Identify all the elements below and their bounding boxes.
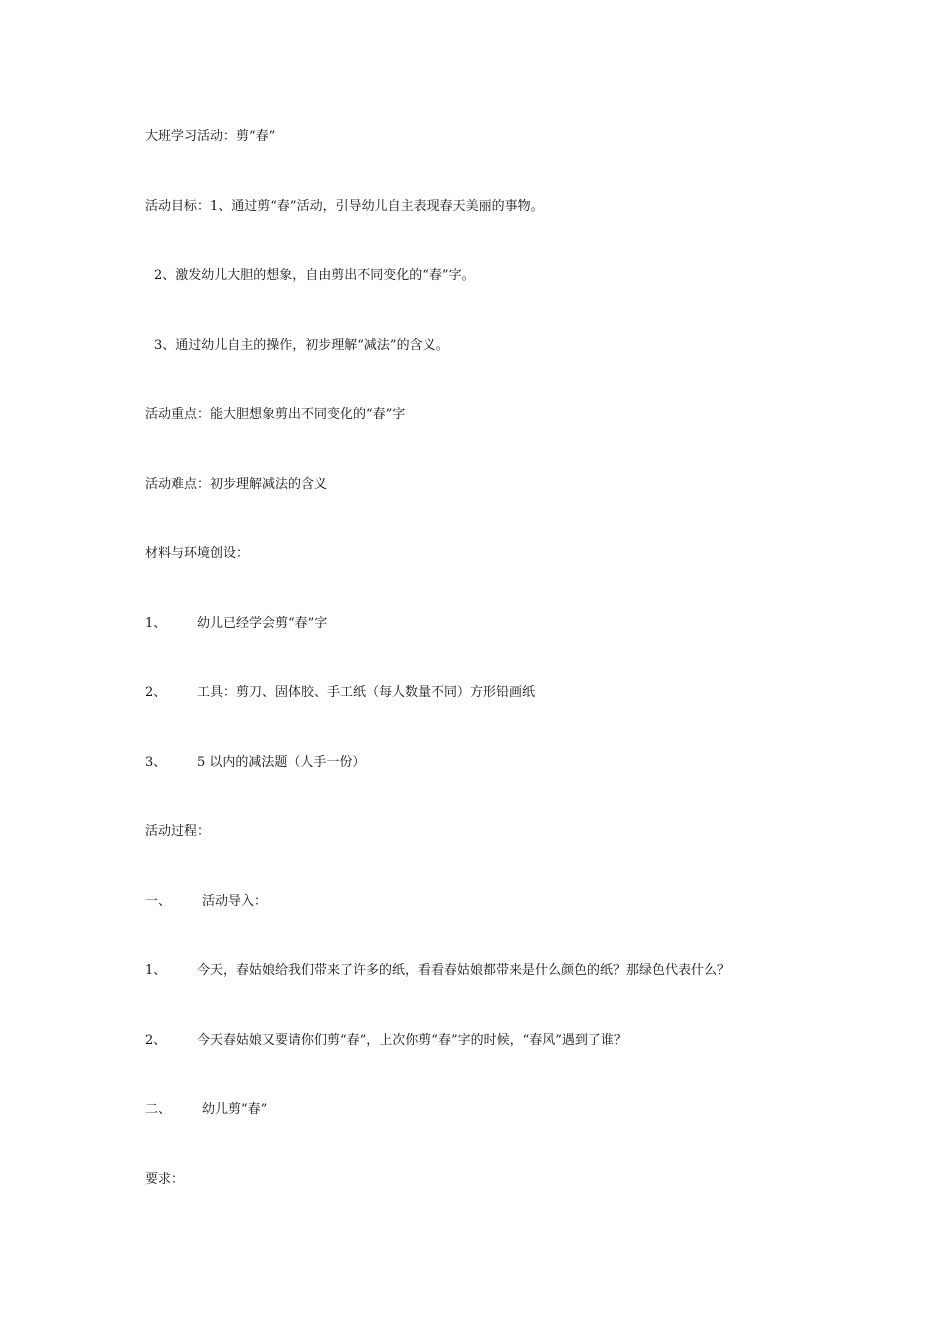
intro-step: [145, 962, 730, 980]
intro-step-text: 今天春姑娘又要请你们剪“春”，上次你剪“春”字的时候，“春风”遇到了谁？: [197, 1033, 627, 1048]
activity-difficulty: 活动难点：初步理解减法的含义: [145, 477, 328, 492]
section-heading-2: [145, 1101, 267, 1119]
document-title: 大班学习活动：剪“春”: [145, 129, 276, 144]
section-number: 一、: [145, 894, 172, 909]
activity-goal-3: 3、通过幼儿自主的操作，初步理解“减法”的含义。: [154, 338, 449, 353]
material-item: [145, 754, 365, 772]
intro-step-number: 2、: [145, 1033, 167, 1048]
intro-step: [145, 1032, 627, 1050]
material-item-number: 3、: [145, 755, 167, 770]
section-title: 活动导入：: [202, 894, 268, 909]
section-title: 幼儿剪“春”: [202, 1102, 268, 1117]
process-heading: 活动过程：: [145, 824, 211, 839]
material-item: [145, 684, 535, 702]
material-item-number: 2、: [145, 685, 167, 700]
material-item: [145, 615, 327, 633]
activity-key-point: 活动重点：能大胆想象剪出不同变化的“春”字: [145, 407, 406, 422]
material-item-text: 幼儿已经学会剪“春”字: [197, 616, 328, 631]
requirements-label: 要求：: [145, 1172, 185, 1187]
section-number: 二、: [145, 1102, 172, 1117]
materials-heading: 材料与环境创设：: [145, 546, 250, 561]
intro-step-number: 1、: [145, 963, 167, 978]
material-item-number: 1、: [145, 616, 167, 631]
intro-step-text: 今天，春姑娘给我们带来了许多的纸，看看春姑娘都带来是什么颜色的纸？那绿色代表什么？: [197, 963, 731, 978]
activity-goals-line-1: 活动目标：1、通过剪“春”活动，引导幼儿自主表现春天美丽的事物。: [145, 199, 544, 214]
material-item-text: 5 以内的减法题（人手一份）: [197, 755, 366, 770]
activity-goal-2: 2、激发幼儿大胆的想象，自由剪出不同变化的“春”字。: [154, 268, 475, 283]
section-heading-1: [145, 893, 267, 911]
material-item-text: 工具：剪刀、固体胶、手工纸（每人数量不同）方形铅画纸: [197, 685, 536, 700]
